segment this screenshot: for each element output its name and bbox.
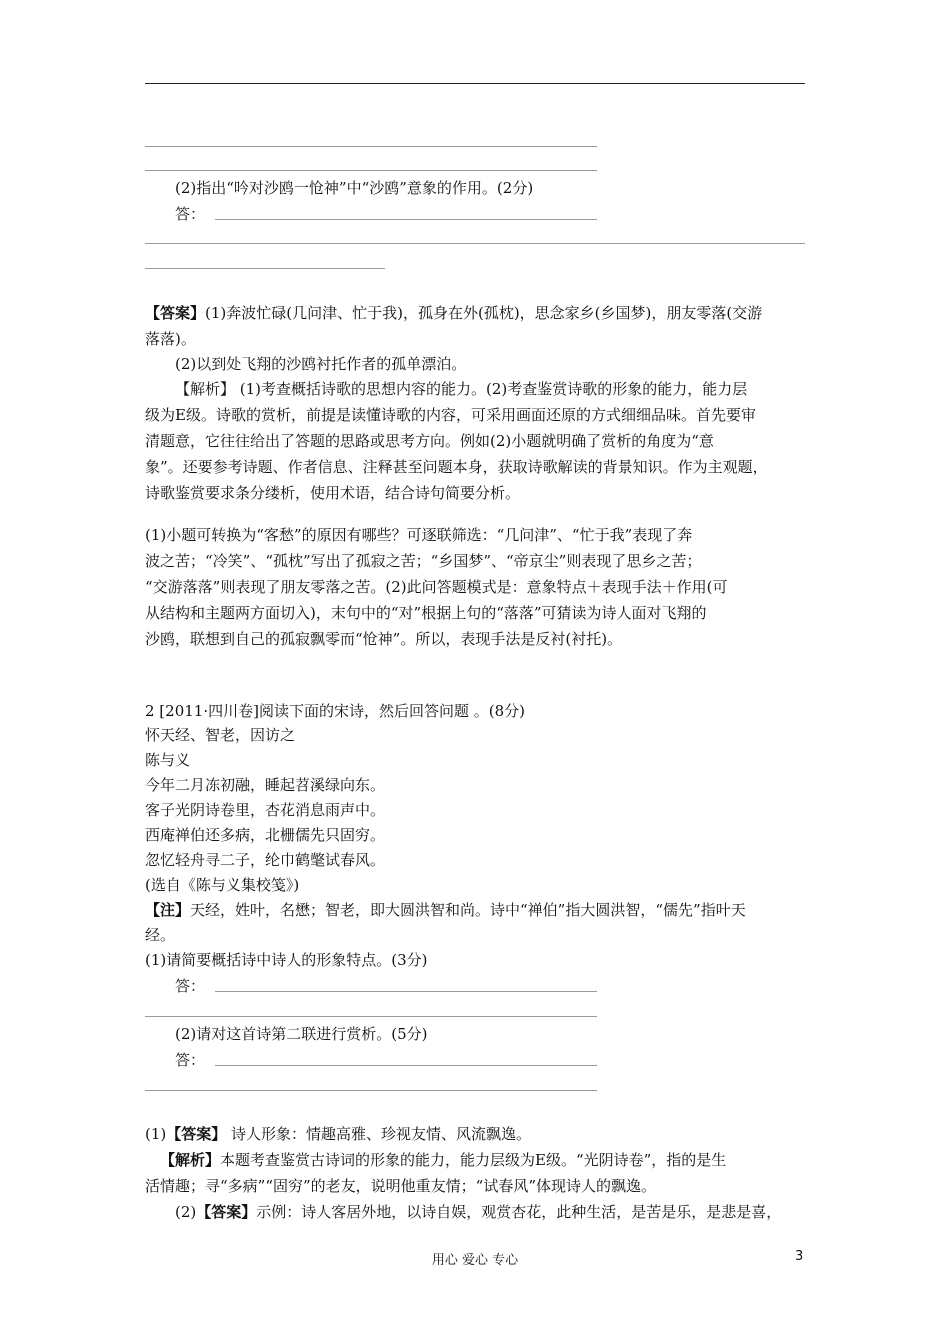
answer-key-2-analysis (160, 1147, 830, 1173)
answer-prefix: (1) (145, 1125, 167, 1143)
answer-key-2-1 (145, 1121, 815, 1147)
question-2-heading: 2 [2011·四川卷]阅读下面的宋诗，然后回答问题 。(8分) (145, 702, 525, 720)
analysis-text: 本题考查鉴赏古诗词的形象的能力，能力层级为E级。“光阴诗卷”，指的是生 (220, 1151, 727, 1169)
analysis-line: 诗歌鉴赏要求条分缕析，使用术语，结合诗句简要分析。 (145, 484, 521, 502)
answer-label: 答： (175, 205, 206, 223)
answer-blank-line[interactable] (145, 268, 385, 269)
poem-author: 陈与义 (145, 751, 191, 769)
detail-line: 从结构和主题两方面切入)，末句中的“对”根据上句的“落落”可猜读为诗人面对飞翔的 (145, 604, 707, 622)
answer-label: 【答案】 (196, 1203, 257, 1221)
answer-text: (1)奔波忙碌(几问津、忙于我)，孤身在外(孤枕)，思念家乡(乡国梦)，朋友零落(交游 (205, 304, 763, 322)
answer-blank-line[interactable] (215, 219, 597, 220)
answer-label: 【答案】 (166, 1125, 227, 1143)
question-1-2: (2)指出“吟对沙鸥一怆神”中“沙鸥”意象的作用。(2分) (175, 179, 534, 197)
page-number: 3 (795, 1249, 804, 1264)
analysis-line: 级为E级。诗歌的赏析，前提是读懂诗歌的内容，可采用画面还原的方式细细品味。首先要审 (145, 406, 756, 424)
answer-prefix: (2) (175, 1203, 197, 1221)
answer-blank-line[interactable] (145, 146, 597, 147)
analysis-label: 【解析】 (160, 1151, 221, 1169)
poem-note (145, 897, 815, 923)
detail-line: “交游落落”则表现了朋友零落之苦。(2)此问答题模式是：意象特点＋表现手法＋作用(可 (145, 578, 728, 596)
answer-text: 示例：诗人客居外地，以诗自娱，观赏杏花，此种生活，是苦是乐，是悲是喜， (256, 1203, 782, 1221)
detail-line: 波之苦；“冷笑”、“孤枕”写出了孤寂之苦；“乡国梦”、“帝京尘”则表现了思乡之苦； (145, 552, 702, 570)
question-2-1: (1)请简要概括诗中诗人的形象特点。(3分) (145, 951, 428, 969)
answer-key-2-2 (175, 1199, 845, 1225)
analysis-line: 活情趣；寻“多病”“固穷”的老友，说明他重友情；“试春风”体现诗人的飘逸。 (145, 1177, 657, 1195)
answer-blank-line[interactable] (145, 1016, 597, 1017)
note-label: 【注】 (145, 901, 191, 919)
answer-key-1-cont: 落落)。 (145, 330, 196, 348)
answer-blank-line[interactable] (215, 991, 597, 992)
answer-label: 【答案】 (145, 304, 206, 322)
answer-label: 答： (175, 1051, 206, 1069)
poem-line: 客子光阴诗卷里，杏花消息雨声中。 (145, 801, 386, 819)
page-footer: 用心 爱心 专心 (431, 1253, 519, 1268)
header-rule (145, 83, 805, 84)
poem-line: 忽忆轻舟寻二子，纶巾鹤氅试春风。 (145, 851, 386, 869)
poem-note-cont: 经。 (145, 926, 176, 944)
analysis-line: 象”。还要参考诗题、作者信息、注释甚至问题本身，获取诗歌解读的背景知识。作为主观题， (145, 458, 768, 476)
analysis-line: 【解析】 (1)考查概括诗歌的思想内容的能力。(2)考查鉴赏诗歌的形象的能力，能力层 (175, 380, 748, 398)
answer-key-1-part2: (2)以到处飞翔的沙鸥衬托作者的孤单漂泊。 (175, 355, 467, 373)
poem-source: (选自《陈与义集校笺》) (145, 876, 300, 894)
answer-blank-line[interactable] (145, 243, 805, 244)
answer-blank-line[interactable] (145, 170, 597, 171)
answer-key-1 (145, 300, 815, 326)
detail-line: 沙鸥，联想到自己的孤寂飘零而“怆神”。所以，表现手法是反衬(衬托)。 (145, 630, 623, 648)
answer-text: 诗人形象：情趣高雅、珍视友情、风流飘逸。 (226, 1125, 532, 1143)
note-text: 天经，姓叶，名懋；智老，即大圆洪智和尚。诗中“禅伯”指大圆洪智，“儒先”指叶天 (190, 901, 746, 919)
detail-line: (1)小题可转换为“客愁”的原因有哪些？可逐联筛选：“几问津”、“忙于我”表现了奔 (145, 526, 693, 544)
poem-title: 怀天经、智老，因访之 (145, 726, 296, 744)
answer-blank-line[interactable] (215, 1065, 597, 1066)
answer-blank-line[interactable] (145, 1090, 597, 1091)
question-2-2: (2)请对这首诗第二联进行赏析。(5分) (175, 1025, 428, 1043)
poem-line: 今年二月冻初融，睡起苕溪绿向东。 (145, 776, 386, 794)
poem-line: 西庵禅伯还多病，北栅儒先只固穷。 (145, 826, 386, 844)
analysis-line: 清题意，它往往给出了答题的思路或思考方向。例如(2)小题就明确了赏析的角度为“意 (145, 432, 714, 450)
answer-label: 答： (175, 977, 206, 995)
